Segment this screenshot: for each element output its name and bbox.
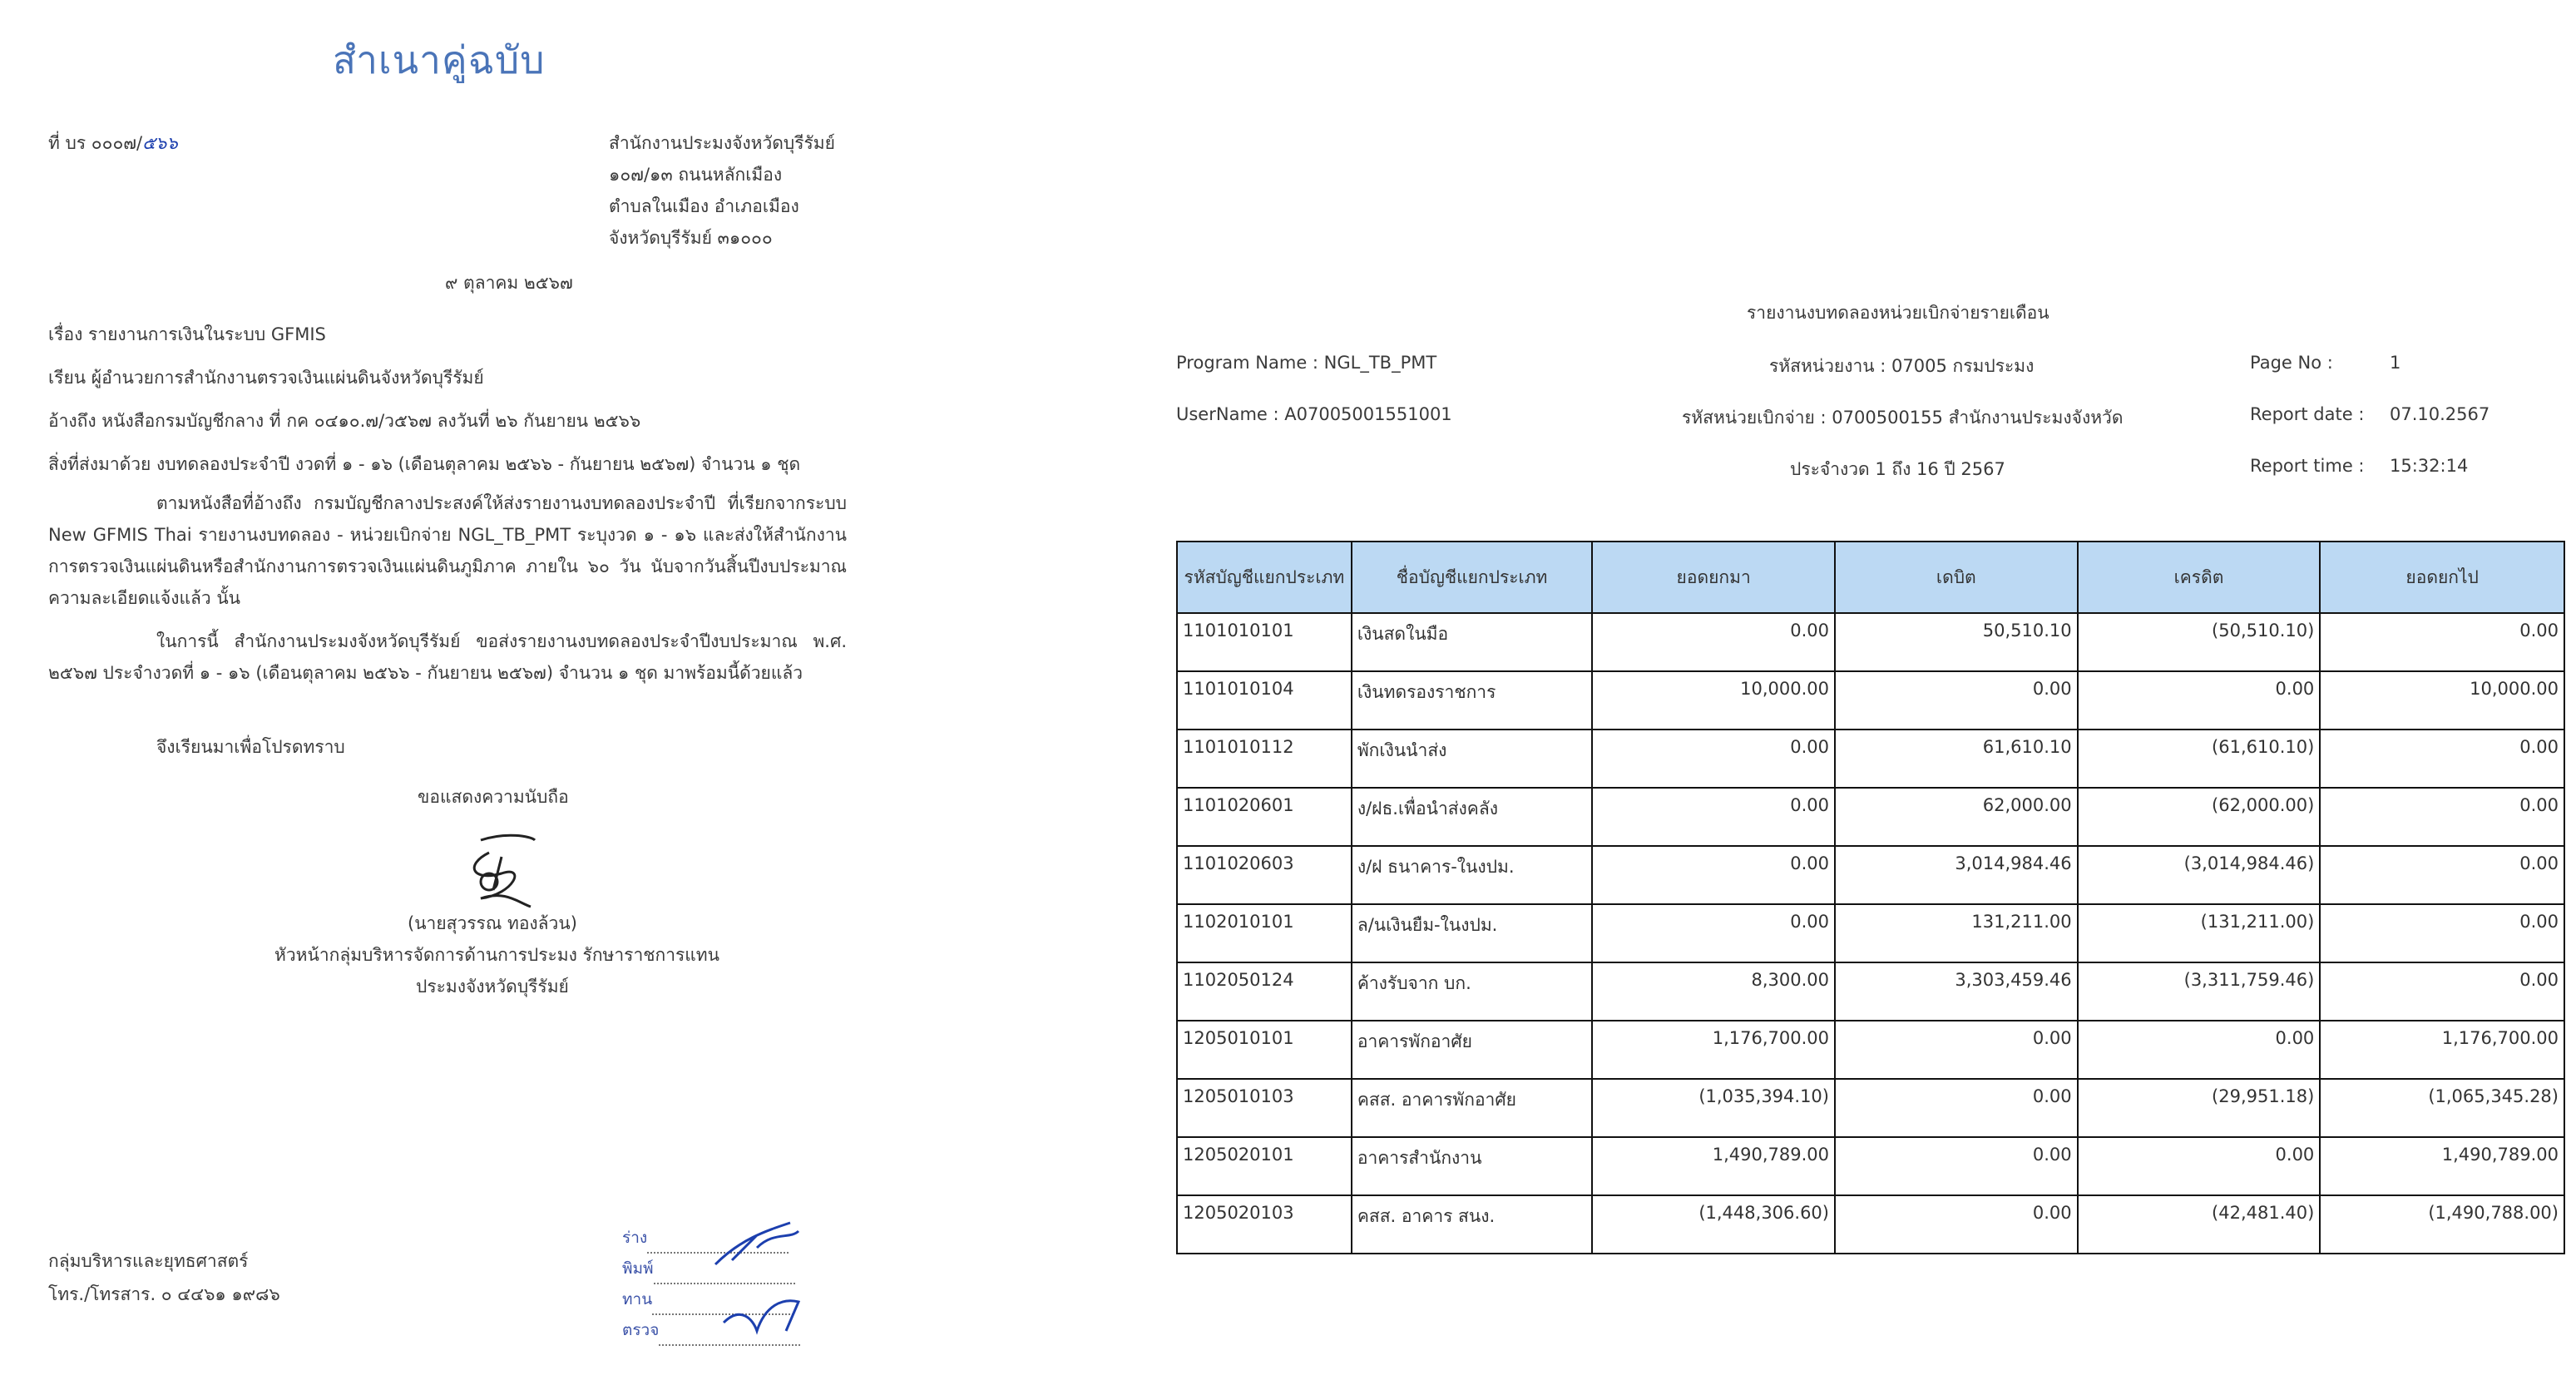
cell-credit: (62,000.00) xyxy=(2078,788,2321,846)
col-account-code: รหัสบัญชีแยกประเภท xyxy=(1177,542,1352,613)
cell-closing-balance: 1,176,700.00 xyxy=(2320,1021,2564,1079)
page-label: Page No : xyxy=(2250,353,2333,373)
table-row xyxy=(1177,1137,2564,1195)
cell-debit: 0.00 xyxy=(1835,1079,2078,1137)
cell-account-code: 1205020103 xyxy=(1177,1195,1352,1254)
cell-account-code: 1101010112 xyxy=(1177,730,1352,788)
initials-handwriting-icon xyxy=(707,1214,823,1339)
cell-credit: (50,510.10) xyxy=(2078,613,2321,671)
cell-debit: 50,510.10 xyxy=(1835,613,2078,671)
report-time-label: Report time : xyxy=(2250,456,2365,476)
address-line-3: ตำบลในเมือง อำเภอเมือง xyxy=(609,196,799,216)
cell-closing-balance: 0.00 xyxy=(2320,962,2564,1021)
cell-closing-balance: 0.00 xyxy=(2320,730,2564,788)
report-time-value: 15:32:14 xyxy=(2390,456,2469,476)
cell-account-code: 1101010101 xyxy=(1177,613,1352,671)
table-row xyxy=(1177,962,2564,1021)
paragraph-1-text: ตามหนังสือที่อ้างถึง กรมบัญชีกลางประสงค์ให้ส่งรายงานงบทดลองประจำปี ที่เรียกจากระบบ New GFMIS Thai รายงานงบทดลอง - หน่วยเบิกจ่าย NGL_TB_PMT ระบุงวด ๑ - ๑๖ และส่งให้สำนักงานการตรวจเงินแผ่นดินหรือสำนักงานการตรวจเงินแผ่นดินภูมิภาค ภายใน ๖๐ วัน นับจากวันสิ้นปีงบประมาณ ความละเอียดแจ้งแล้ว นั้น xyxy=(48,493,847,608)
cell-account-name: ค้างรับจาก บก. xyxy=(1352,962,1593,1021)
cell-opening-balance: 0.00 xyxy=(1592,846,1835,904)
cell-debit: 61,610.10 xyxy=(1835,730,2078,788)
program-name: Program Name : NGL_TB_PMT xyxy=(1176,353,1437,373)
cell-account-code: 1102050124 xyxy=(1177,962,1352,1021)
cell-opening-balance: 10,000.00 xyxy=(1592,671,1835,730)
user-name: UserName : A07005001551001 xyxy=(1176,404,1452,424)
cell-opening-balance: 1,176,700.00 xyxy=(1592,1021,1835,1079)
initial-draft-label: ร่าง xyxy=(622,1229,648,1247)
letter-reference: อ้างถึง หนังสือกรมบัญชีกลาง ที่ กค ๐๔๑๐.๗/ว๕๖๗ ลงวันที่ ๒๖ กันยายน ๒๕๖๖ xyxy=(48,411,641,431)
signer-title-2: ประมงจังหวัดบุรีรัมย์ xyxy=(416,977,569,997)
cell-closing-balance: 10,000.00 xyxy=(2320,671,2564,730)
cell-opening-balance: 1,490,789.00 xyxy=(1592,1137,1835,1195)
address-line-2: ๑๐๗/๑๓ ถนนหลักเมือง xyxy=(609,165,783,185)
initial-checked-label: ตรวจ xyxy=(622,1321,660,1339)
reference-number xyxy=(48,130,178,157)
cell-debit: 3,014,984.46 xyxy=(1835,846,2078,904)
cell-credit: (29,951.18) xyxy=(2078,1079,2321,1137)
cell-debit: 0.00 xyxy=(1835,671,2078,730)
report-title: รายงานงบทดลองหน่วยเบิกจ่ายรายเดือน xyxy=(1747,303,2049,323)
report-period: ประจำงวด 1 ถึง 16 ปี 2567 xyxy=(1790,459,2005,479)
cell-closing-balance: 0.00 xyxy=(2320,904,2564,962)
letter-date: ๙ ตุลาคม ๒๕๖๗ xyxy=(445,273,573,293)
cell-credit: 0.00 xyxy=(2078,1021,2321,1079)
cell-debit: 0.00 xyxy=(1835,1137,2078,1195)
initial-typed-label: พิมพ์ xyxy=(622,1259,654,1278)
letter-request: จึงเรียนมาเพื่อโปรดทราบ xyxy=(156,737,345,757)
cell-credit: (61,610.10) xyxy=(2078,730,2321,788)
cell-debit: 3,303,459.46 xyxy=(1835,962,2078,1021)
cell-account-name: เงินทดรองราชการ xyxy=(1352,671,1593,730)
table-row xyxy=(1177,846,2564,904)
ref-prefix: ที่ บร ๐๐๐๗/ xyxy=(48,133,143,153)
table-row xyxy=(1177,730,2564,788)
col-account-name: ชื่อบัญชีแยกประเภท xyxy=(1352,542,1593,613)
department-name: กลุ่มบริหารและยุทธศาสตร์ xyxy=(48,1251,249,1271)
page-value: 1 xyxy=(2390,353,2401,373)
letter-to: เรียน ผู้อำนวยการสำนักงานตรวจเงินแผ่นดินจังหวัดบุรีรัมย์ xyxy=(48,368,484,388)
ref-handwritten: ๕๖๖ xyxy=(142,133,178,153)
cell-account-code: 1101020601 xyxy=(1177,788,1352,846)
cell-credit: (131,211.00) xyxy=(2078,904,2321,962)
signer-name: (นายสุวรรณ ทองล้วน) xyxy=(408,913,577,933)
col-closing-balance: ยอดยกไป xyxy=(2320,542,2564,613)
signature-icon xyxy=(456,824,547,915)
cell-account-code: 1205010103 xyxy=(1177,1079,1352,1137)
cell-account-name: ล/นเงินยืม-ในงปม. xyxy=(1352,904,1593,962)
cell-opening-balance: 0.00 xyxy=(1592,730,1835,788)
address-line-4: จังหวัดบุรีรัมย์ ๓๑๐๐๐ xyxy=(609,228,773,248)
letter-enclosure: สิ่งที่ส่งมาด้วย งบทดลองประจำปี งวดที่ ๑ - ๑๖ (เดือนตุลาคม ๒๕๖๖ - กันยายน ๒๕๖๗) จำนวน ๑ ชุด xyxy=(48,454,801,474)
cell-account-name: ง/ฝธ.เพื่อนำส่งคลัง xyxy=(1352,788,1593,846)
paragraph-2-text: ในการนี้ สำนักงานประมงจังหวัดบุรีรัมย์ ขอส่งรายงานงบทดลองประจำปีงบประมาณ พ.ศ. ๒๕๖๗ ประจำงวดที่ ๑ - ๑๖ (เดือนตุลาคม ๒๕๖๖ - กันยายน ๒๕๖๗) จำนวน ๑ ชุด มาพร้อมนี้ด้วยแล้ว xyxy=(48,631,847,683)
table-row xyxy=(1177,1079,2564,1137)
copy-stamp-title: สำเนาคู่ฉบับ xyxy=(333,37,546,82)
report-date-label: Report date : xyxy=(2250,404,2365,424)
cell-closing-balance: 1,490,789.00 xyxy=(2320,1137,2564,1195)
address-line-1: สำนักงานประมงจังหวัดบุรีรัมย์ xyxy=(609,133,835,153)
cell-opening-balance: (1,035,394.10) xyxy=(1592,1079,1835,1137)
cell-account-name: เงินสดในมือ xyxy=(1352,613,1593,671)
cell-opening-balance: 0.00 xyxy=(1592,904,1835,962)
initial-proofread-label: ทาน xyxy=(622,1290,653,1308)
letter-paragraph-1 xyxy=(48,487,847,614)
letter-closing: ขอแสดงความนับถือ xyxy=(418,787,569,807)
table-row xyxy=(1177,1195,2564,1254)
table-row xyxy=(1177,613,2564,671)
phone-number: โทร./โทรสาร. ๐ ๔๔๖๑ ๑๙๘๖ xyxy=(48,1284,280,1304)
cell-opening-balance: (1,448,306.60) xyxy=(1592,1195,1835,1254)
table-row xyxy=(1177,1021,2564,1079)
cell-closing-balance: 0.00 xyxy=(2320,846,2564,904)
cell-closing-balance: (1,490,788.00) xyxy=(2320,1195,2564,1254)
cell-account-code: 1205010101 xyxy=(1177,1021,1352,1079)
letter-paragraph-2 xyxy=(48,626,847,689)
cell-debit: 0.00 xyxy=(1835,1195,2078,1254)
letter-subject: เรื่อง รายงานการเงินในระบบ GFMIS xyxy=(48,324,326,344)
table-row xyxy=(1177,671,2564,730)
trial-balance-table xyxy=(1176,541,2565,1254)
cell-account-name: ง/ฝ ธนาคาร-ในงปม. xyxy=(1352,846,1593,904)
cell-account-name: อาคารพักอาศัย xyxy=(1352,1021,1593,1079)
cell-account-name: พักเงินนำส่ง xyxy=(1352,730,1593,788)
cell-account-name: อาคารสำนักงาน xyxy=(1352,1137,1593,1195)
disbursement-unit: รหัสหน่วยเบิกจ่าย : 0700500155 สำนักงานประมงจังหวัด xyxy=(1682,408,2124,428)
table-row xyxy=(1177,904,2564,962)
cell-account-name: คสส. อาคาร สนง. xyxy=(1352,1195,1593,1254)
cell-credit: 0.00 xyxy=(2078,1137,2321,1195)
cell-credit: 0.00 xyxy=(2078,671,2321,730)
cell-closing-balance: (1,065,345.28) xyxy=(2320,1079,2564,1137)
table-row xyxy=(1177,788,2564,846)
cell-account-code: 1102010101 xyxy=(1177,904,1352,962)
cell-account-code: 1101010104 xyxy=(1177,671,1352,730)
cell-account-name: คสส. อาคารพักอาศัย xyxy=(1352,1079,1593,1137)
table-header-row xyxy=(1177,542,2564,613)
department-code: รหัสหน่วยงาน : 07005 กรมประมง xyxy=(1769,356,2035,376)
cell-credit: (3,014,984.46) xyxy=(2078,846,2321,904)
cell-closing-balance: 0.00 xyxy=(2320,788,2564,846)
cell-credit: (3,311,759.46) xyxy=(2078,962,2321,1021)
col-opening-balance: ยอดยกมา xyxy=(1592,542,1835,613)
cell-account-code: 1205020101 xyxy=(1177,1137,1352,1195)
cell-debit: 131,211.00 xyxy=(1835,904,2078,962)
cell-debit: 0.00 xyxy=(1835,1021,2078,1079)
cell-closing-balance: 0.00 xyxy=(2320,613,2564,671)
col-debit: เดบิต xyxy=(1835,542,2078,613)
cell-credit: (42,481.40) xyxy=(2078,1195,2321,1254)
report-date-value: 07.10.2567 xyxy=(2390,404,2490,424)
cell-opening-balance: 0.00 xyxy=(1592,613,1835,671)
cell-account-code: 1101020603 xyxy=(1177,846,1352,904)
cell-opening-balance: 0.00 xyxy=(1592,788,1835,846)
cell-opening-balance: 8,300.00 xyxy=(1592,962,1835,1021)
col-credit: เครดิต xyxy=(2078,542,2321,613)
cell-debit: 62,000.00 xyxy=(1835,788,2078,846)
signer-title-1: หัวหน้ากลุ่มบริหารจัดการด้านการประมง รักษาราชการแทน xyxy=(274,945,720,965)
